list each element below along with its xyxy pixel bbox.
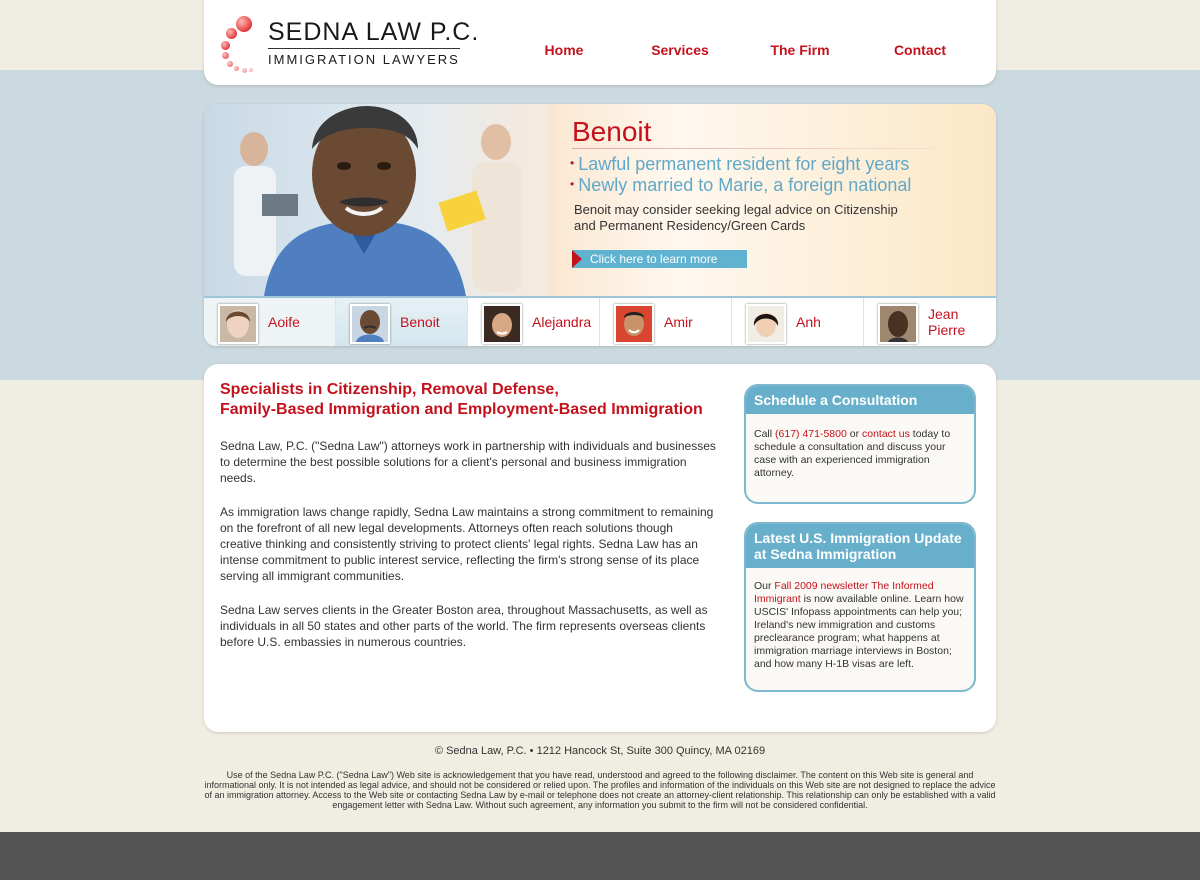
- main-content: [204, 364, 996, 732]
- hero-panel: [204, 104, 996, 346]
- bullet-icon: •: [570, 156, 575, 170]
- update-title: Latest U.S. Immigration Update at Sedna Immigration: [746, 524, 974, 568]
- person-name: Alejandra: [532, 314, 592, 330]
- update-box: [744, 522, 976, 692]
- contact-us-link[interactable]: contact us: [862, 428, 910, 440]
- person-name: Jean Pierre: [928, 306, 966, 338]
- hero-bullet: • Newly married to Marie, a foreign national: [570, 175, 912, 195]
- update-text: Our Fall 2009 newsletter The Informed Immigrant is now available online. Learn how USCIS' Infopass appointments can help you; Ireland's new immigration and customs preclearance program; what happens at immigration marriage interviews in Boston; and how many H-1B visas are left.: [754, 580, 964, 670]
- consultation-box: [744, 384, 976, 504]
- bottom-bar: [0, 832, 1200, 880]
- consultation-title: Schedule a Consultation: [746, 386, 974, 414]
- anh-avatar: [746, 304, 786, 344]
- learn-more-button[interactable]: Click here to learn more: [572, 250, 747, 268]
- intro-paragraph: Sedna Law, P.C. ("Sedna Law") attorneys work in partnership with individuals and businesses to determine the best possible solutions for a client's personal and business immigration needs.: [220, 439, 716, 485]
- person-name: Benoit: [400, 314, 440, 330]
- jean-pierre-avatar: [878, 304, 918, 344]
- amir-avatar: [614, 304, 654, 344]
- person-tab-benoit[interactable]: [336, 298, 468, 346]
- logo-dots-icon: [218, 14, 264, 76]
- footer-disclaimer: Use of the Sedna Law P.C. ("Sedna Law") Web site is acknowledgement that you have read, understood and agreed to the following disclaimer. The content on this Web site is general and informational only. It is not intended as legal advice, and should not be considered or relied upon. The profiles and information of the individuals on this Web site are not designed to replace the advice of an immigration attorney. Access to the Web site or contacting Sedna Law by e-mail or telephone does not create an attorney-client relationship. This relationship can only be established with a valid engagement letter with Sedna Law. Without such agreement, any information you submit to the firm will not be considered confidential.: [204, 770, 996, 810]
- logo[interactable]: [218, 14, 480, 76]
- intro-text: [220, 438, 716, 668]
- main-nav: [504, 42, 984, 62]
- hero-photo: [204, 104, 549, 296]
- hero-bullet: • Lawful permanent resident for eight years: [570, 154, 910, 174]
- alejandra-avatar: [482, 304, 522, 344]
- hero-divider: [572, 148, 942, 149]
- page-heading: [220, 380, 720, 420]
- bullet-icon: •: [570, 177, 575, 191]
- person-tab-aoife[interactable]: [204, 298, 336, 346]
- heading-line: Specialists in Citizenship, Removal Defense,: [220, 381, 559, 398]
- phone-link[interactable]: (617) 471-5800: [775, 428, 847, 440]
- logo-tagline: IMMIGRATION LAWYERS: [268, 52, 460, 67]
- nav-home[interactable]: Home: [544, 42, 584, 58]
- logo-divider: [268, 48, 460, 49]
- aoife-avatar: [218, 304, 258, 344]
- person-name: Aoife: [268, 314, 300, 330]
- nav-the-firm[interactable]: The Firm: [770, 42, 830, 58]
- person-tabs: [204, 298, 996, 346]
- consultation-text: Call (617) 471-5800 or contact us today to schedule a consultation and discuss your case with an experienced immigration attorney.: [754, 428, 951, 479]
- person-tab-anh[interactable]: [732, 298, 864, 346]
- heading-line: Family-Based Immigration and Employment-Based Immigration: [220, 401, 703, 418]
- hero-description: Benoit may consider seeking legal advice on Citizenship and Permanent Residency/Green Cards: [574, 202, 898, 233]
- person-tab-amir[interactable]: [600, 298, 732, 346]
- person-name: Anh: [796, 314, 821, 330]
- hero-banner: [204, 104, 996, 296]
- person-name: Amir: [664, 314, 693, 330]
- person-tab-alejandra[interactable]: [468, 298, 600, 346]
- intro-paragraph: As immigration laws change rapidly, Sedna Law maintains a strong commitment to remaining on the forefront of all new legal developments. Attorneys often reach solutions though creative thinking and consistently striving to protect clients' legal rights. Sedna Law has an intense commitment to public interest service, reflecting the firm's strong sense of its place serving all immigrant communities.: [220, 505, 714, 583]
- site-header: [204, 0, 996, 85]
- benoit-avatar: [350, 304, 390, 344]
- hero-person-name: Benoit: [572, 116, 652, 147]
- person-tab-jean-pierre[interactable]: [864, 298, 996, 346]
- nav-contact[interactable]: Contact: [893, 42, 947, 58]
- footer-address: © Sedna Law, P.C. • 1212 Hancock St, Suite 300 Quincy, MA 02169: [434, 745, 766, 757]
- logo-name: SEDNA LAW P.C.: [268, 18, 480, 46]
- intro-paragraph: Sedna Law serves clients in the Greater Boston area, throughout Massachusetts, as well as individuals in all 50 states and other parts of the world. The firm represents overseas clients before U.S. embassies in numerous countries.: [220, 603, 708, 649]
- newsletter-link[interactable]: Fall 2009 newsletter The Informed Immigrant: [754, 580, 934, 605]
- nav-services[interactable]: Services: [651, 42, 709, 58]
